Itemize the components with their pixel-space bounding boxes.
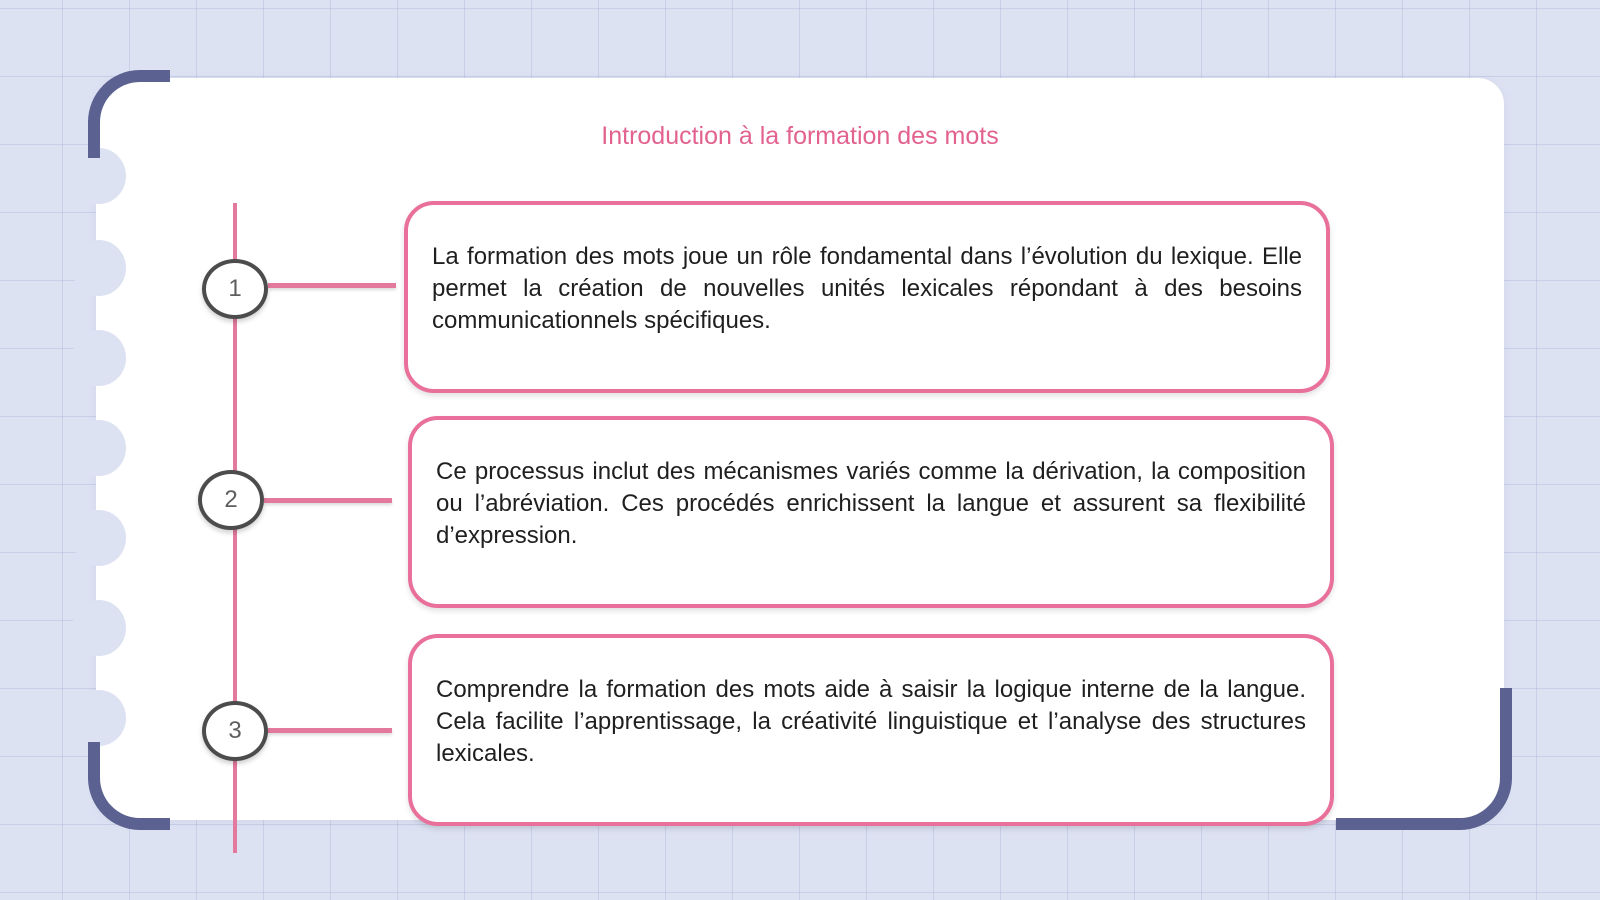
step-card [404, 201, 1330, 393]
corner-bracket-bottom-left [88, 742, 170, 830]
step-text: Ce processus inclut des mécanismes variés comme la dérivation, la composition ou l’abréviation. Ces procédés enrichissent la langue et assurent sa flexibilité d’expression. [436, 458, 1306, 549]
paper-notch [72, 510, 126, 566]
step-text: La formation des mots joue un rôle fondamental dans l’évolution du lexique. Elle permet la création de nouvelles unités lexicales répondant à des besoins communicationnels spécifiques. [432, 243, 1302, 334]
corner-bracket-bottom-right [1336, 688, 1512, 830]
step-number-circle: 3 [202, 701, 268, 761]
step-text: Comprendre la formation des mots aide à saisir la logique interne de la langue. Cela facilite l’apprentissage, la créativité linguistique et l’analyse des structures lexicales. [436, 676, 1306, 767]
paper-notch [72, 690, 126, 746]
step-connector [268, 283, 396, 288]
paper-notch [72, 240, 126, 296]
step-connector [268, 728, 392, 733]
step-card [408, 416, 1334, 608]
paper-notch [72, 420, 126, 476]
step-number-circle: 1 [202, 259, 268, 319]
step-connector [264, 498, 392, 503]
slide-title: Introduction à la formation des mots [601, 122, 999, 150]
step-card [408, 634, 1334, 826]
paper-notch [72, 600, 126, 656]
step-number-circle: 2 [198, 470, 264, 530]
paper-notch [72, 330, 126, 386]
